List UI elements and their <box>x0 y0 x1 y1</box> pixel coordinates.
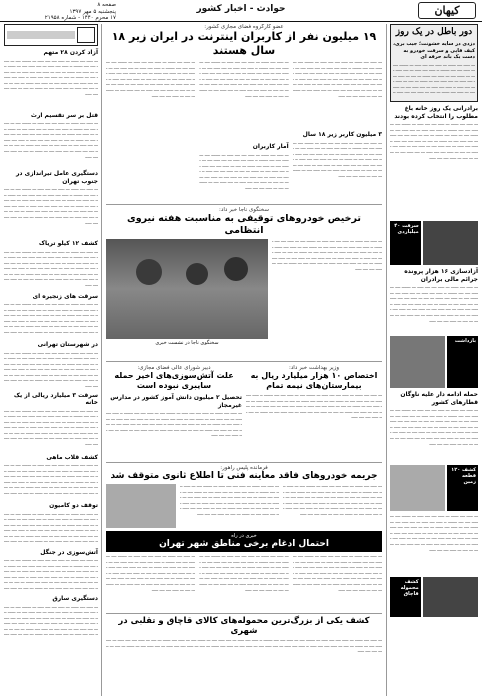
left-body-10: ـــ ـــــ ــــ ــــــ ـــ ـــــ ــــ ــــ ـــــ ـــ ـــــــ ــــ ـــ ـــــ ــــ ــــ ـــــــ ــ ـــــ ــــ ـــــ ـــ ــــ ـــــ ــــ ـــ ــــــ ــــ ـــ ـــــ ــــ ــــــ ـــ ــــ ـــ ـــــ ــــ ــــ ـــــ ـــ ــــ ـــــ ــــ ـــ ــــــ ـــ ــــ ـــ ـــــ ــــ ــــ ـــــ ــ ـــــ ــــ ـــــ ـــ ــــ ـــــ ــــ ـــ ـــــ ــــ ـــ ـــــ ــــ ــــــ ـــ ــــ ـــ ـــــ ــــ ــــ ـــــ ـــ ــــ ـــــ ــــ ـــ ــــــ ـــ ــــ ـــ ـــــ ــــ <box>4 558 98 591</box>
story-2-body: ـــ ـــــ ــــ ــــــ ـــ ـــــ ــــ ــــ ـــــ ـــ ـــــــ ــــ ـــ ـــــ ــــ ــــ ـــــــ ــ ـــــ ــــ ـــــ ـــ ــــ ـــــ ــــ ـــ ــــــ ــــ ـــ ـــــ ــــ ــــــ ـــ ــــ ـــ ـــــ ــــ ــــ ـــــ ـــ ــــ ـــــ ــــ ـــ ــــــ ـــ ــــ ـــ ـــــ ــــ ــــ ـــــ ــ ـــــ ــــ ـــــ ـــ ــــ ـــــ ــــ ـــ ـــــ ــــ ـــ ـــــ ــــ ــــــ ـــ ــــ ـــ ـــــ ــــ ــــ ـــــ ـــ ــــ ـــــ ــــ ـــ ــــــ ـــ ــــ ـــ ـــــ ــــ ــــ ـــــ <box>272 239 382 272</box>
left-column <box>4 24 102 696</box>
page-number: صفحه ۸ <box>97 2 116 8</box>
left-body-11: ـــ ـــــ ــــ ــــــ ـــ ـــــ ــــ ــــ ـــــ ـــ ـــــــ ــــ ـــ ـــــ ــــ ــــ ـــــــ ــ ـــــ ــــ ـــــ ـــ ــــ ـــــ ــــ ـــ ــــــ ــــ ـــ ـــــ ــــ ــــــ ـــ ــــ ـــ ـــــ ــــ ــــ ـــــ ـــ ــــ ـــــ ــــ ـــ ــــــ ـــ ــــ ـــ ـــــ ــــ ــــ ـــــ ــ ـــــ ــــ ـــــ ـــ ــــ ـــــ ــــ ـــ ـــــ ــــ ـــ ـــــ ــــ ــــــ ـــ ــــ ـــ ـــ <box>4 604 98 632</box>
banner-kicker: خبری در راه <box>231 533 257 539</box>
photo-figure-2 <box>186 263 208 285</box>
story-2 <box>106 204 382 237</box>
right-photo-3-caption: کشف ۱۲۰ قطعه زمین <box>447 465 478 511</box>
right-photo-2-caption: بازداشت <box>447 336 478 388</box>
left-title-8: کشف قلاب ماهی <box>46 453 98 461</box>
photo-figure-1 <box>136 259 162 285</box>
story-5-kicker: فرمانده پلیس راهور: <box>220 465 268 471</box>
left-title-4: کشف ۱۲ کیلو تریاک <box>38 240 98 247</box>
feature-box <box>390 24 478 102</box>
left-title-3: دستگیری عامل تیراندازی در جنوب تهران <box>15 170 98 185</box>
right-photo-2 <box>390 336 445 388</box>
left-body-1: ـــ ـــــ ــــ ــــــ ـــ ـــــ ــــ ــــ ـــــ ـــ ـــــــ ــــ ـــ ـــــ ــــ ــــ ـــــــ ــ ـــــ ــــ ـــــ ـــ ــــ ـــــ ــــ ـــ ــــــ ــــ ـــ ـــــ ــــ ــــــ ـــ ــــ ـــ ـــــ ــــ ــــ ـــــ ـــ ــــ ـــــ ــــ ـــ ــــــ ـــ ــــ ـــ ـــــ ــــ ــــ ـــــ ــ ـــــ ــــ ـــــ ـــ ــــ ـــــ ــــ ـــ ـــــ ــــ ـــ ـــــ ــــ ــــــ ـــ ــــ ـــ ـــــ ــــ ــــ ـــــ ـــ ــــ ـــــ ــــ ـــ ــــــ ـــ ــــ ـــ ـــــ ــــ ــــ ـــــ <box>4 58 98 98</box>
right-story-2-title: آزادسازی ۱۶ هزار پرونده جرائم مالی برادران <box>404 268 478 283</box>
feature-box-body: ـــ ـــــ ــــ ــــــ ـــ ـــــ ــــ ــــ ـــــ ـــ ـــــــ ــــ ـــ ـــــ ــــ ــــ ـــــــ ــ ـــــ ــــ ـــــ ـــ ــــ ـــــ ــــ ـــ ــــــ ــــ ـــ ـــــ ــــ ــــــ ـــ ــــ ـــ ـــــ ــــ ــــ ـــــ ـــ ــــ ـــــ ــــ ـــ ــــــ ـــ ــــ ـــ ـــــ ــــ ــــ ـــــ ــ ـــــ ــــ ـــــ ـــ ــــ ـــــ ــــ ـــ ـــــ ــــ ـــ ـــــ ــــ ــــــ ـــ ــــ ـــ ـــــ ــــ ــــ ـــــ ــ <box>393 62 475 96</box>
story-4-kicker: دبیر شورای عالی فضای مجازی: <box>137 365 211 371</box>
lead-body-3: ـــ ـــــ ــــ ــــــ ـــ ـــــ ــــ ــــ ـــــ ـــ ـــــــ ــــ ـــ ـــــ ــــ ــــ ـــــــ ــ ـــــ ــــ ـــــ ـــ ــــ ـــــ ــــ ـــ ــــــ ــــ ـــ ـــــ ــــ ــــــ ـــ ــــ ـــ ـــــ ــــ ــــ ـــــ ـــ ــــ ـــــ ــــ ـــ ــــــ ـــ ــــ ـــ ـــــ ــــ ــــ ـــــ ــ ـــــ ــــ ـــــ ـــ ــــ ـــــ ــــ ـــ ـــــ ــــ ـــ ـــــ ــــ ــــــ ـــ ــــ ـــ ـــــ ــــ ــــ ـــــ ـــ ــــ ـــــ ــــ ـــ ــــــ ـــ ــــ ـــ ـــــ ــــ ــــ ـــــ <box>199 60 289 99</box>
right-story-title: برادرانی یک روز خانه باغ مطلوب را انتخاب کرده بودند <box>394 105 478 120</box>
story-2-photo-wrap <box>106 239 268 357</box>
right-photo-row-4 <box>390 577 478 617</box>
left-title-1: آزاد کردن ۲۸ متهم <box>43 49 98 56</box>
story-3-kicker: وزیر بهداشت خبر داد: <box>289 365 339 371</box>
right-photo-1 <box>423 221 478 265</box>
banner-story <box>106 531 382 552</box>
story-5 <box>106 462 382 528</box>
banner-body-2: ـــ ـــــ ــــ ــــــ ـــ ـــــ ــــ ــــ ـــــ ـــ ـــــــ ــــ ـــ ـــــ ــــ ــــ ـــــــ ــ ـــــ ــــ ـــــ ـــ ــــ ـــــ ــــ ـــ ــــــ ــــ ـــ ـــــ ــــ ــــــ ـــ ــــ ـــ ـــــ ــــ ــــ ـــــ ـــ ــــ ـــــ ــــ ـــ ــــــ ـــ ــــ ـــ ـــــ ــــ ــــ ـــــ ــ ـــــ ــــ ـــــ ـــ ــــ ـــــ ــــ ـــ ـــــ ــــ ـــ ـــــ ــــ ــــــ ـــ ــــ ـــ ـــــ ــــ ــــ ـــــ ـــ ــــ ـــــ ــــ ـــ ــــــ ـــ ــــ ـــ ـــــ ــــ ــــ ـــــ <box>199 554 289 593</box>
lead-body-4: ـــ ـــــ ــــ ــــــ ـــ ـــــ ــــ ــــ ـــــ ـــ ـــــــ ــــ ـــ ـــــ ــــ ــــ ـــــــ ــ ـــــ ــــ ـــــ ـــ ــــ ـــــ ــــ ـــ ــــــ ــــ ـــ ـــــ ــــ ــــــ ـــ ــــ ـــ ـــــ ــــ ــــ ـــــ ـــ ــــ ـــــ ــــ ـــ ــــــ ـــ ــــ ـــ ـــــ ــــ ــــ ـــــ ــ ـــــ ــــ ـــــ ـــ ــــ ـــــ ــــ ـــ ـــــ ــــ ـــ ـــــ ــــ ــــــ ـــ ــــ ـــ ـــــ ــــ ــــ ـــــ ـــ ــــ ـــــ ــــ ـــ ــــــ ـــ ــــ ـــ ـــــ ــــ ــــ ـــــ <box>199 152 289 192</box>
right-story-body: ـــ ـــــ ــــ ــــــ ـــ ـــــ ــــ ــــ ـــــ ـــ ـــــــ ــــ ـــ ـــــ ــــ ــــ ـــــــ ــ ـــــ ــــ ـــــ ـــ ــــ ـــــ ــــ ـــ ــــــ ــــ ـــ ـــــ ــــ ــــــ ـــ ــــ ـــ ـــــ ــــ ــــ ـــــ ـــ ــــ ـــــ ــــ ـــ ــــــ ـــ ــــ ـــ ـــــ ــــ ــــ ـــــ ــ ـــــ ــــ ـــــ ـــ ــــ ـــــ ــــ ـــ ـــــ ــــ ـــ ـــــ ــــ ــــــ ـــ ــــ ـــ ـــــ ــــ ــــ ـــــ ـــ ــــ ـــــ ــــ ـــ ــــــ ـــ ــــ ـــ ـــــ ــــ ــــ ـــــ <box>390 122 478 161</box>
lead-subhead-a: ۳ میلیون کاربر زیر ۱۸ سال <box>302 131 382 138</box>
right-photo-row-1 <box>390 221 478 265</box>
lead-body-2: ـــ ـــــ ــــ ــــــ ـــ ـــــ ــــ ــــ ـــــ ـــ ـــــــ ــــ ـــ ـــــ ــــ ــــ ـــــــ ــ ـــــ ــــ ـــــ ـــ ــــ ـــــ ــــ ـــ ــــــ ــــ ـــ ـــــ ــــ ــــــ ـــ ــــ ـــ ـــــ ــــ ــــ ـــــ ـــ ــــ ـــــ ــــ ـــ ــــــ ـــ ــــ ـــ ـــــ ــــ ــــ ـــــ ــ ـــــ ــــ ـــــ ـــ ــــ ـــــ ــــ ـــ ـــــ ــــ ـــ ـــــ ــــ ــــــ ـــ ــــ ـــ ـــــ ــــ ــــ ـــــ ـــ ــــ ـــــ ــــ ـــ ــــــ ـــ ــــ ـــ ـــــ ــــ ــــ ـــــ <box>292 140 382 180</box>
right-photo-4 <box>423 577 478 617</box>
ad-logo-icon <box>77 27 95 43</box>
right-story-3-body: ـــ ـــــ ــــ ــــــ ـــ ـــــ ــــ ــــ ـــــ ـــ ـــــــ ــــ ـــ ـــــ ــــ ــــ ـــــــ ــ ـــــ ــــ ـــــ ـــ ــــ ـــــ ــــ ـــ ــــــ ــــ ـــ ـــــ ــــ ــــــ ـــ ــــ ـــ ـــــ ــــ ــــ ـــــ ـــ ــــ ـــــ ــــ ـــ ــــــ ـــ ــــ ـــ ـــــ ــــ ــــ ـــــ ــ ـــــ ــــ ـــــ ـــ ــــ ـــــ ــــ ـــ ـــــ ــــ ـــ ـــــ ــــ ــــــ ـــ ــــ ـــ ـــــ ــــ ــــ ـــــ ـــ ــــ ـــــ ــــ ـــ ــــــ ـــ ــــ ـــ ـــــ ــــ ــــ ـــــ <box>390 408 478 447</box>
left-body-7: ـــ ـــــ ــــ ــــــ ـــ ـــــ ــــ ــــ ـــــ ـــ ـــــــ ــــ ـــ ـــــ ــــ ــــ ـــــــ ــ ـــــ ــــ ـــــ ـــ ــــ ـــــ ــــ ـــ ــــــ ــــ ـــ ـــــ ــــ ــــــ ـــ ــــ ـــ ـــــ ــــ ــــ ـــــ ـــ ــــ ـــــ ــــ ـــ ــــــ ـــ ــــ ـــ ـــــ ــــ ــــ ـــــ ــ ـــــ ــــ ـــــ ـــ ــــ ـــــ ــــ ـــ ـــــ ــــ ـــ ـــــ ــــ ــــــ ـــ ــــ ـــ ـــــ ــــ ــــ ـــــ ـــ ــــ ـــــ ــــ ـــ ــــــ ـــ ــــ ـــ ـــــ ــــ ــــ ـــــ <box>4 408 98 448</box>
story-3-headline: اختصاص ۱۰ هزار میلیارد ریال به بیمارستان‌های نیمه تمام <box>250 371 378 390</box>
left-title-9: توقف دو کامیون <box>49 502 98 509</box>
dateline <box>6 2 116 22</box>
banner-headline: احتمال ادغام برخی مناطق شهر تهران <box>159 539 329 549</box>
lead-body-1: ـــ ـــــ ــــ ــــــ ـــ ـــــ ــــ ــــ ـــــ ـــ ـــــــ ــــ ـــ ـــــ ــــ ــــ ـــــــ ــ ـــــ ــــ ـــــ ـــ ــــ ـــــ ــــ ـــ ــــــ ــــ ـــ ـــــ ــــ ــــــ ـــ ــــ ـــ ـــــ ــــ ــــ ـــــ ـــ ــــ ـــــ ــــ ـــ ــــــ ـــ ــــ ـــ ـــــ ــــ ــــ ـــــ ــ ـــــ ــــ ـــــ ـــ ــــ ـــــ ــــ ـــ ـــــ ــــ ـــ ـــــ ــــ ــــــ ـــ ــــ ـــ ـــــ ــــ ــــ ـــــ ـــ ــــ ـــــ ــــ ـــ ــــــ ـــ ــــ ـــ ـــــ ــــ ــــ ـــــ <box>292 60 382 99</box>
feature-box-title: دور باطل در یک روز <box>395 27 473 37</box>
story-2-layout <box>106 239 382 357</box>
left-title-5: سرقت های زنجیره ای <box>32 292 98 300</box>
lead-subhead-b: آمار کاربران <box>252 143 289 150</box>
banner-body-3: ـــ ـــــ ــــ ــــــ ـــ ـــــ ــــ ــــ ـــــ ـــ ـــــــ ــــ ـــ ـــــ ــــ ــــ ـــــــ ــ ـــــ ــــ ـــــ ـــ ــــ ـــــ ــــ ـــ ــــــ ــــ ـــ ـــــ ــــ ــــــ ـــ ــــ ـــ ـــــ ــــ ــــ ـــــ ـــ ــــ ـــــ ــــ ـــ ــــــ ـــ ــــ ـــ ـــــ ــــ ــــ ـــــ ــ ـــــ ــــ ـــــ ـــ ــــ ـــــ ــــ ـــ ـــــ ــــ ـــ ـــــ ــــ ــــــ ـــ ــــ ـــ ـــــ ــــ ــــ ـــــ ـــ ــــ ـــــ ــــ ـــ ــــــ ـــ ــــ ـــ ـــــ ــــ ــــ ـــــ <box>106 554 196 593</box>
story-2-headline: ترخیص خودروهای توقیفی به مناسبت هفته نیروی انتظامی <box>127 213 361 236</box>
story-2-photo <box>106 239 268 339</box>
story-3 <box>246 365 382 459</box>
story-5-body-1: ـــ ـــــ ــــ ــــــ ـــ ـــــ ــــ ــــ ـــــ ـــ ـــــــ ــــ ـــ ـــــ ــــ ــــ ـــــــ ــ ـــــ ــــ ـــــ ـــ ــــ ـــــ ــــ ـــ ــــــ ــــ ـــ ـــــ ــــ ــــــ ـــ ــــ ـــ ـــــ ــــ ــــ ـــــ ـــ ــــ ـــــ ــــ ـــ ــــــ ـــ ــــ ـــ ـــــ ــــ ــــ ـــــ ــ ـــــ ــــ ـــــ ـــ ــــ ـــــ ــــ ـــ ـــــ ــــ ـــ ـــــ ــــ ــــــ ـــ ــــ ـــ ـــــ ــــ ــــ ـــــ ـــ ــــ ـــــ ــــ ـــ ــــــ ـــ ــــ ـــ ـــــ ــــ ــــ ـــــ <box>283 484 382 517</box>
issue-number: ۱۷ محرم ۱۴۴۰ - شماره ۲۱۹۵۸ <box>44 15 116 21</box>
story-6-body: ـــ ـــــ ــــ ــــــ ـــ ـــــ ــــ ــــ ـــــ ـــ ـــــــ ــــ ـــ ـــــ ــــ ــــ ـــــــ ــ ـــــ ــــ ـــــ ـــ ــــ ـــــ ــــ ـــ ــــــ ــــ ـــ ـــــ ــــ ــــــ ـــ ــــ ـــ ـــــ ــــ ــــ ـــــ ـــ ــــ ـــــ ــــ ـــ ــــــ ـــ ــــ ـــ ـــــ ــــ ــــ ـــــ ــ ـــــ ــــ ـــــ ـــ ــــ ـــــ ــــ ـــ ـــــ ــــ ـــ ـــــ ــــ ــــــ ـــ ــــ ـــ ـــــ ــــ ــــ ـــــ ـــ ــــ ـــــ ــــ ـــ ــــــ ـــ ــــ ـــ ـــــ ــــ ــــ ـــــ <box>106 638 382 655</box>
story-2-kicker: سخنگوی ناجا خبر داد: <box>219 207 269 213</box>
banner-body-row <box>106 554 382 610</box>
story-2-text <box>272 239 382 357</box>
right-photo-1-caption: سرقت ۴۰ میلیاردی <box>390 221 421 265</box>
newspaper-logo: کیهان <box>418 2 476 19</box>
story-4-body: ـــ ـــــ ــــ ــــــ ـــ ـــــ ــــ ــــ ـــــ ـــ ـــــــ ــــ ـــ ـــــ ــــ ــــ ـــــــ ــ ـــــ ــــ ـــــ ـــ ــــ ـــــ ــــ ـــ ــــــ ــــ ـــ ـــــ ــــ ــــــ ـــ ــــ ـــ ـــــ ــــ ــــ ـــــ ـــ ــــ ـــــ ــــ ـــ ــــــ ـــ ــــ ـــ ـــــ ــــ ــــ ـــــ ــ ـــــ ــــ ـــــ ـــ ــــ ـــــ ــــ ـــ ـــــ ــــ ـــ ـــــ ــــ ــــــ ـــ ــــ ـــ ـــــ ــــ ــــ ـــــ ـــ ــــ ـــــ ــــ ـــ ــــــ ـــ ــــ ـــ ـــــ ــــ ــــ ـــــ <box>106 411 242 439</box>
lead-story-col-1 <box>293 60 382 200</box>
right-photo-3 <box>390 465 445 511</box>
story-2-photo-caption: سخنگوی ناجا در نشست خبری <box>155 340 219 346</box>
mid-row <box>106 361 382 459</box>
lead-story-col-2 <box>199 60 288 200</box>
lead-headline: ۱۹ میلیون نفر از کاربران اینترنت در ایران زیر ۱۸ سال هستند <box>111 30 377 57</box>
right-photo-4-caption: کشف محموله قاچاق <box>390 577 421 617</box>
story-5-body-2: ـــ ـــــ ــــ ــــــ ـــ ـــــ ــــ ــــ ـــــ ـــ ـــــــ ــــ ـــ ـــــ ــــ ــــ ـــــــ ــ ـــــ ــــ ـــــ ـــ ــــ ـــــ ــــ ـــ ــــــ ــــ ـــ ـــــ ــــ ــــــ ـــ ــــ ـــ ـــــ ــــ ــــ ـــــ ـــ ــــ ـــــ ــــ ـــ ــــــ ـــ ــــ ـــ ـــــ ــــ ــــ ـــــ ــ ـــــ ــــ ـــــ ـــ ــــ ـــــ ــــ ـــ ـــــ ــــ ـــ ـــــ ــــ ــــــ ـــ ــــ ـــ ـــــ ــــ ــــ ـــــ ـــ ــــ ـــــ ــــ ـــ ــــــ ـــ ــــ ـــ ـــــ ــــ ــــ ـــــ <box>180 484 279 517</box>
left-title-6: در شهرستان تهرانی <box>37 341 98 348</box>
story-4-headline: علت آتش‌سوزی‌های اخیر حمله سایبری نبوده است <box>114 371 234 390</box>
right-story-3-title: حمله ادامه دار علیه ناوگان قطارهای کشور <box>400 391 478 406</box>
left-body-6: ـــ ـــــ ــــ ــــــ ـــ ـــــ ــــ ــــ ـــــ ـــ ـــــــ ــــ ـــ ـــــ ــــ ــــ ـــــــ ــ ـــــ ــــ ـــــ ـــ ــــ ـــــ ــــ ـــ ــــــ ــــ ـــ ـــــ ــــ ــــــ ـــ ــــ ـــ ـــــ ــــ ــــ ـــــ ـــ ــــ ـــــ ــــ ـــ ــــــ ـــ ــــ ـــ ـــــ ــــ ــــ ـــــ ــ ـــــ ــــ ـــــ ـــ ــــ ـــــ ــــ ـــ ـــــ ــــ ـــ ـــــ ــــ ــــــ ـــ ــــ ـــ ـــــ ــــ ــــ ـــــ ـــ ــــ ـــــ ــــ ـــ ــــــ ـــ ــــ ـــ ـــــ ــــ ــــ ـــــ <box>4 350 98 389</box>
story-5-photo <box>106 484 176 528</box>
left-title-7: سرقت ۳ میلیارد ریالی از یک خانه <box>13 391 98 406</box>
left-title-10: آتش‌سوزی در جنگل <box>40 548 98 556</box>
section-title: حوادث - اخبار کشور <box>196 4 286 14</box>
story-4 <box>106 365 242 459</box>
right-photo-row-2 <box>390 336 478 388</box>
right-story-2-body: ـــ ـــــ ــــ ــــــ ـــ ـــــ ــــ ــــ ـــــ ـــ ـــــــ ــــ ـــ ـــــ ــــ ــــ ـــــــ ــ ـــــ ــــ ـــــ ـــ ــــ ـــــ ــــ ـــ ــــــ ــــ ـــ ـــــ ــــ ــــــ ـــ ــــ ـــ ـــــ ــــ ــــ ـــــ ـــ ــــ ـــــ ــــ ـــ ــــــ ـــ ــــ ـــ ـــــ ــــ ــــ ـــــ ــ ـــــ ــــ ـــــ ـــ ــــ ـــــ ــــ ـــ ـــــ ــــ ـــ ـــــ ــــ ــــــ ـــ ــــ ـــ ـــــ ــــ ــــ ـــــ ـــ ــــ ـــــ ــــ ـــ ــــــ ـــ ــــ ـــ ـــــ ــــ ــــ ـــــ <box>390 285 478 324</box>
feature-box-text: دزدی در سایه خشونت؛ جیب بری، کیف قاپی و سرقت خودرو به دست یک باند حرفه ای <box>393 41 475 60</box>
left-body-2: ـــ ـــــ ــــ ــــــ ـــ ـــــ ــــ ــــ ـــــ ـــ ـــــــ ــــ ـــ ـــــ ــــ ــــ ـــــــ ــ ـــــ ــــ ـــــ ـــ ــــ ـــــ ــــ ـــ ــــــ ــــ ـــ ـــــ ــــ ــــــ ـــ ــــ ـــ ـــــ ــــ ــــ ـــــ ـــ ــــ ـــــ ــــ ـــ ــــــ ـــ ــــ ـــ ـــــ ــــ ــــ ـــــ ــ ـــــ ــــ ـــــ ـــ ــــ ـــــ ــــ ـــ ـــــ ــــ ـــ ـــــ ــــ ــــــ ـــ ــــ ـــ ـــــ ــــ ــــ ـــــ ـــ ــــ ـــــ ــــ ـــ ــــــ ـــ ــــ ـــ ـــــ ــــ ــــ ـــــ <box>4 121 98 160</box>
lead-kicker: عضو کارگروه فضای مجازی کشور: <box>204 24 284 30</box>
left-body-3: ـــ ـــــ ــــ ــــــ ـــ ـــــ ــــ ــــ ـــــ ـــ ـــــــ ــــ ـــ ـــــ ــــ ــــ ـــــــ ــ ـــــ ــــ ـــــ ـــ ــــ ـــــ ــــ ـــ ــــــ ــــ ـــ ـــــ ــــ ــــــ ـــ ــــ ـــ ـــــ ــــ ــــ ـــــ ـــ ــــ ـــــ ــــ ـــ ــــــ ـــ ــــ ـــ ـــــ ــــ ــــ ـــــ ــ ـــــ ــــ ـــــ ـــ ــــ ـــــ ــــ ـــ ـــــ ــــ ـــ ـــــ ــــ ــــــ ـــ ــــ ـــ ـــــ ــــ ــــ ـــــ ـــ ــــ ـــــ ــــ ـــ ــــــ ـــ ــــ ـــ ـــــ ــــ ــــ ـــــ <box>4 187 98 226</box>
story-5-headline: جریمه خودروهای فاقد معاینه فنی تا اطلاع ثانوی متوقف شد <box>110 471 378 481</box>
page-header <box>0 0 482 22</box>
story-3-body: ـــ ـــــ ــــ ــــــ ـــ ـــــ ــــ ــــ ـــــ ـــ ـــــــ ــــ ـــ ـــــ ــــ ــــ ـــــــ ــ ـــــ ــــ ـــــ ـــ ــــ ـــــ ــــ ـــ ــــــ ــــ ـــ ـــــ ــــ ــــــ ـــ ــــ ـــ ـــــ ــــ ــــ ـــــ ـــ ــــ ـــــ ــــ ـــ ــــــ ـــ ــــ ـــ ـــــ ــــ ــــ ـــــ ــ ـــــ ــــ ـــــ ـــ ــــ ـــــ ــــ ـــ ـــــ ــــ ـــ ـــــ ــــ ــــــ ـــ ــــ ـــ ـــــ ــــ ــــ ـــــ ـــ ــــ ـــــ ــــ ـــ ــــــ ـــ ــــ ـــ ـــــ ــــ ــــ ـــــ <box>246 393 382 421</box>
right-photo-row-3 <box>390 465 478 511</box>
right-story-4-body: ـــ ـــــ ــــ ــــــ ـــ ـــــ ــــ ــــ ـــــ ـــ ـــــــ ــــ ـــ ـــــ ــــ ــــ ـــــــ ــ ـــــ ــــ ـــــ ـــ ــــ ـــــ ــــ ـــ ــــــ ــــ ـــ ـــــ ــــ ــــــ ـــ ــــ ـــ ـــــ ــــ ــــ ـــــ ـــ ــــ ـــــ ــــ ـــ ــــــ ـــ ــــ ـــ ـــــ ــــ ــــ ـــــ ــ ـــــ ــــ ـــــ ـــ ــــ ـــــ ــــ ـــ ـــــ ــــ ـــ ـــــ ــــ ــــــ ـــ ــــ ـــ ـــــ ــــ ــــ ـــــ ـــ ــــ ـــــ ــــ ـــ ــــــ ـــ ــــ ـــ ـــــ ــــ ــــ ـــــ <box>390 514 478 553</box>
story-5-body-row <box>106 484 382 528</box>
left-body-5: ـــ ـــــ ــــ ــــــ ـــ ـــــ ــــ ــــ ـــــ ـــ ـــــــ ــــ ـــ ـــــ ــــ ــــ ـــــــ ــ ـــــ ــــ ـــــ ـــ ــــ ـــــ ــــ ـــ ــــــ ــــ ـــ ـــــ ــــ ــــــ ـــ ــــ ـــ ـــــ ــــ ــــ ـــــ ـــ ــــ ـــــ ــــ ـــ ــــــ ـــ ــــ ـــ ـــــ ــــ ــــ ـــــ ــ ـــــ ــــ ـــــ ـــ ــــ ـــــ ــــ ـــ ـــــ ــــ ـــ ـــــ ــــ ــــــ ـــ ــــ ـــ ـــــ ــــ ــــ ـــــ ـــ ــــ ـــــ ــــ ـــ ــــــ ـــ ــــ ـــ ـــــ ــــ <box>4 302 98 335</box>
left-body-4: ـــ ـــــ ــــ ــــــ ـــ ـــــ ــــ ــــ ـــــ ـــ ـــــــ ــــ ـــ ـــــ ــــ ــــ ـــــــ ــ ـــــ ــــ ـــــ ـــ ــــ ـــــ ــــ ـــ ــــــ ــــ ـــ ـــــ ــــ ــــــ ـــ ــــ ـــ ـــــ ــــ ــــ ـــــ ـــ ــــ ـــــ ــــ ـــ ــــــ ـــ ــــ ـــ ـــــ ــــ ــــ ـــــ ــ ـــــ ــــ ـــــ ـــ ــــ ـــــ ــــ ـــ ـــــ ــــ ـــ ـــــ ــــ ــــــ ـــ ــــ ـــ ـــــ ــــ ــــ ـــــ ـــ ــــ ـــــ ــــ ـــ ــــــ ـــ ــــ ـــ ـــــ ــــ ــــ ـــــ <box>4 249 98 289</box>
ad-box <box>4 24 98 46</box>
left-title-11: دستگیری سارق <box>52 595 98 602</box>
photo-figure-3 <box>224 257 248 281</box>
banner-body-1: ـــ ـــــ ــــ ــــــ ـــ ـــــ ــــ ــــ ـــــ ـــ ـــــــ ــــ ـــ ـــــ ــــ ــــ ـــــــ ــ ـــــ ــــ ـــــ ـــ ــــ ـــــ ــــ ـــ ــــــ ــــ ـــ ـــــ ــــ ــــــ ـــ ــــ ـــ ـــــ ــــ ــــ ـــــ ـــ ــــ ـــــ ــــ ـــ ــــــ ـــ ــــ ـــ ـــــ ــــ ــــ ـــــ ــ ـــــ ــــ ـــــ ـــ ــــ ـــــ ــــ ـــ ـــــ ــــ ـــ ـــــ ــــ ــــــ ـــ ــــ ـــ ـــــ ــــ ــــ ـــــ ـــ ــــ ـــــ ــــ ـــ ــــــ ـــ ــــ ـــ ـــــ ــــ ــــ ـــــ <box>292 554 382 593</box>
issue-date: پنجشنبه ۵ مهر ۱۳۹۷ <box>69 8 116 15</box>
left-body-8: ـــ ـــــ ــــ ــــــ ـــ ـــــ ــــ ــــ ـــــ ـــ ـــــــ ــــ ـــ ـــــ ــــ ــــ ـــــــ ــ ـــــ ــــ ـــــ ـــ ــــ ـــــ ــــ ـــ ــــــ ــــ ـــ ـــــ ــــ ــــــ ـــ ــــ ـــ ـــــ ــــ ــــ ـــــ ـــ ــــ ـــــ ــــ ـــ ــــــ ـــ ــــ ـــ ـــــ ــــ ــــ ـــــ ــ ـــــ ــــ ـــــ ـــ ــــ ـــــ ــــ ـــ ـــــ ــــ ـــ ـــــ ــــ ــــــ ـــ ــــ ـــ ـــــ ــــ ــــ ـــــ ـــ ــــ ـــــ ــــ ـــ ــــــ ـــ ــــ ـــ ـــــ ــــ <box>4 463 98 496</box>
lead-story-col-3 <box>106 60 195 200</box>
right-column <box>386 24 478 696</box>
lead-story <box>106 60 382 200</box>
lead-body-5: ـــ ـــــ ــــ ــــــ ـــ ـــــ ــــ ــــ ـــــ ـــ ـــــــ ــــ ـــ ـــــ ــــ ــــ ـــــــ ــ ـــــ ــــ ـــــ ـــ ــــ ـــــ ــــ ـــ ــــــ ــــ ـــ ـــــ ــــ ــــــ ـــ ــــ ـــ ـــــ ــــ ــــ ـــــ ـــ ــــ ـــــ ــــ ـــ ــــــ ـــ ــــ ـــ ـــــ ــــ ــــ ـــــ ــ ـــــ ــــ ـــــ ـــ ــــ ـــــ ــــ ـــ ـــــ ــــ ـــ ـــــ ــــ ــــــ ـــ ــــ ـــ ـــــ ــــ ــــ ـــــ ـــ ــــ ـــــ ــــ ـــ ــــــ ـــ ــــ ـــ ـــــ ــــ ــــ ـــــ <box>106 60 196 99</box>
story-6 <box>106 613 382 668</box>
left-title-2: قتل بر سر تقسیم ارث <box>30 111 98 119</box>
story-6-headline: کشف یکی از بزرگ‌ترین محموله‌های کالای قاچاق و تقلبی در شهری <box>118 616 370 636</box>
left-body-9: ـــ ـــــ ــــ ــــــ ـــ ـــــ ــــ ــــ ـــــ ـــ ـــــــ ــــ ـــ ـــــ ــــ ــــ ـــــــ ــ ـــــ ــــ ـــــ ـــ ــــ ـــــ ــــ ـــ ــــــ ــــ ـــ ـــــ ــــ ــــــ ـــ ــــ ـــ ـــــ ــــ ــــ ـــــ ـــ ــــ ـــــ ــــ ـــ ــــــ ـــ ــــ ـــ ـــــ ــــ ــــ ـــــ ــ ـــــ ــــ ـــــ ـــ ــــ ـــــ ــــ ـــ ـــــ ــــ ـــ ـــــ ــــ ــــــ ـــ ــــ ـــ ـــــ ــــ ــــ ـــــ ـــ ــــ ـــــ ــــ ـــ ــــــ ـــ ــــ ـــ ـــــ ــــ <box>4 511 98 545</box>
main-column <box>106 24 382 696</box>
story-4-subhead: تحصیل ۲ میلیون دانش آموز کشور در مدارس غیرمجاز <box>110 394 242 409</box>
ad-bar <box>7 31 75 39</box>
